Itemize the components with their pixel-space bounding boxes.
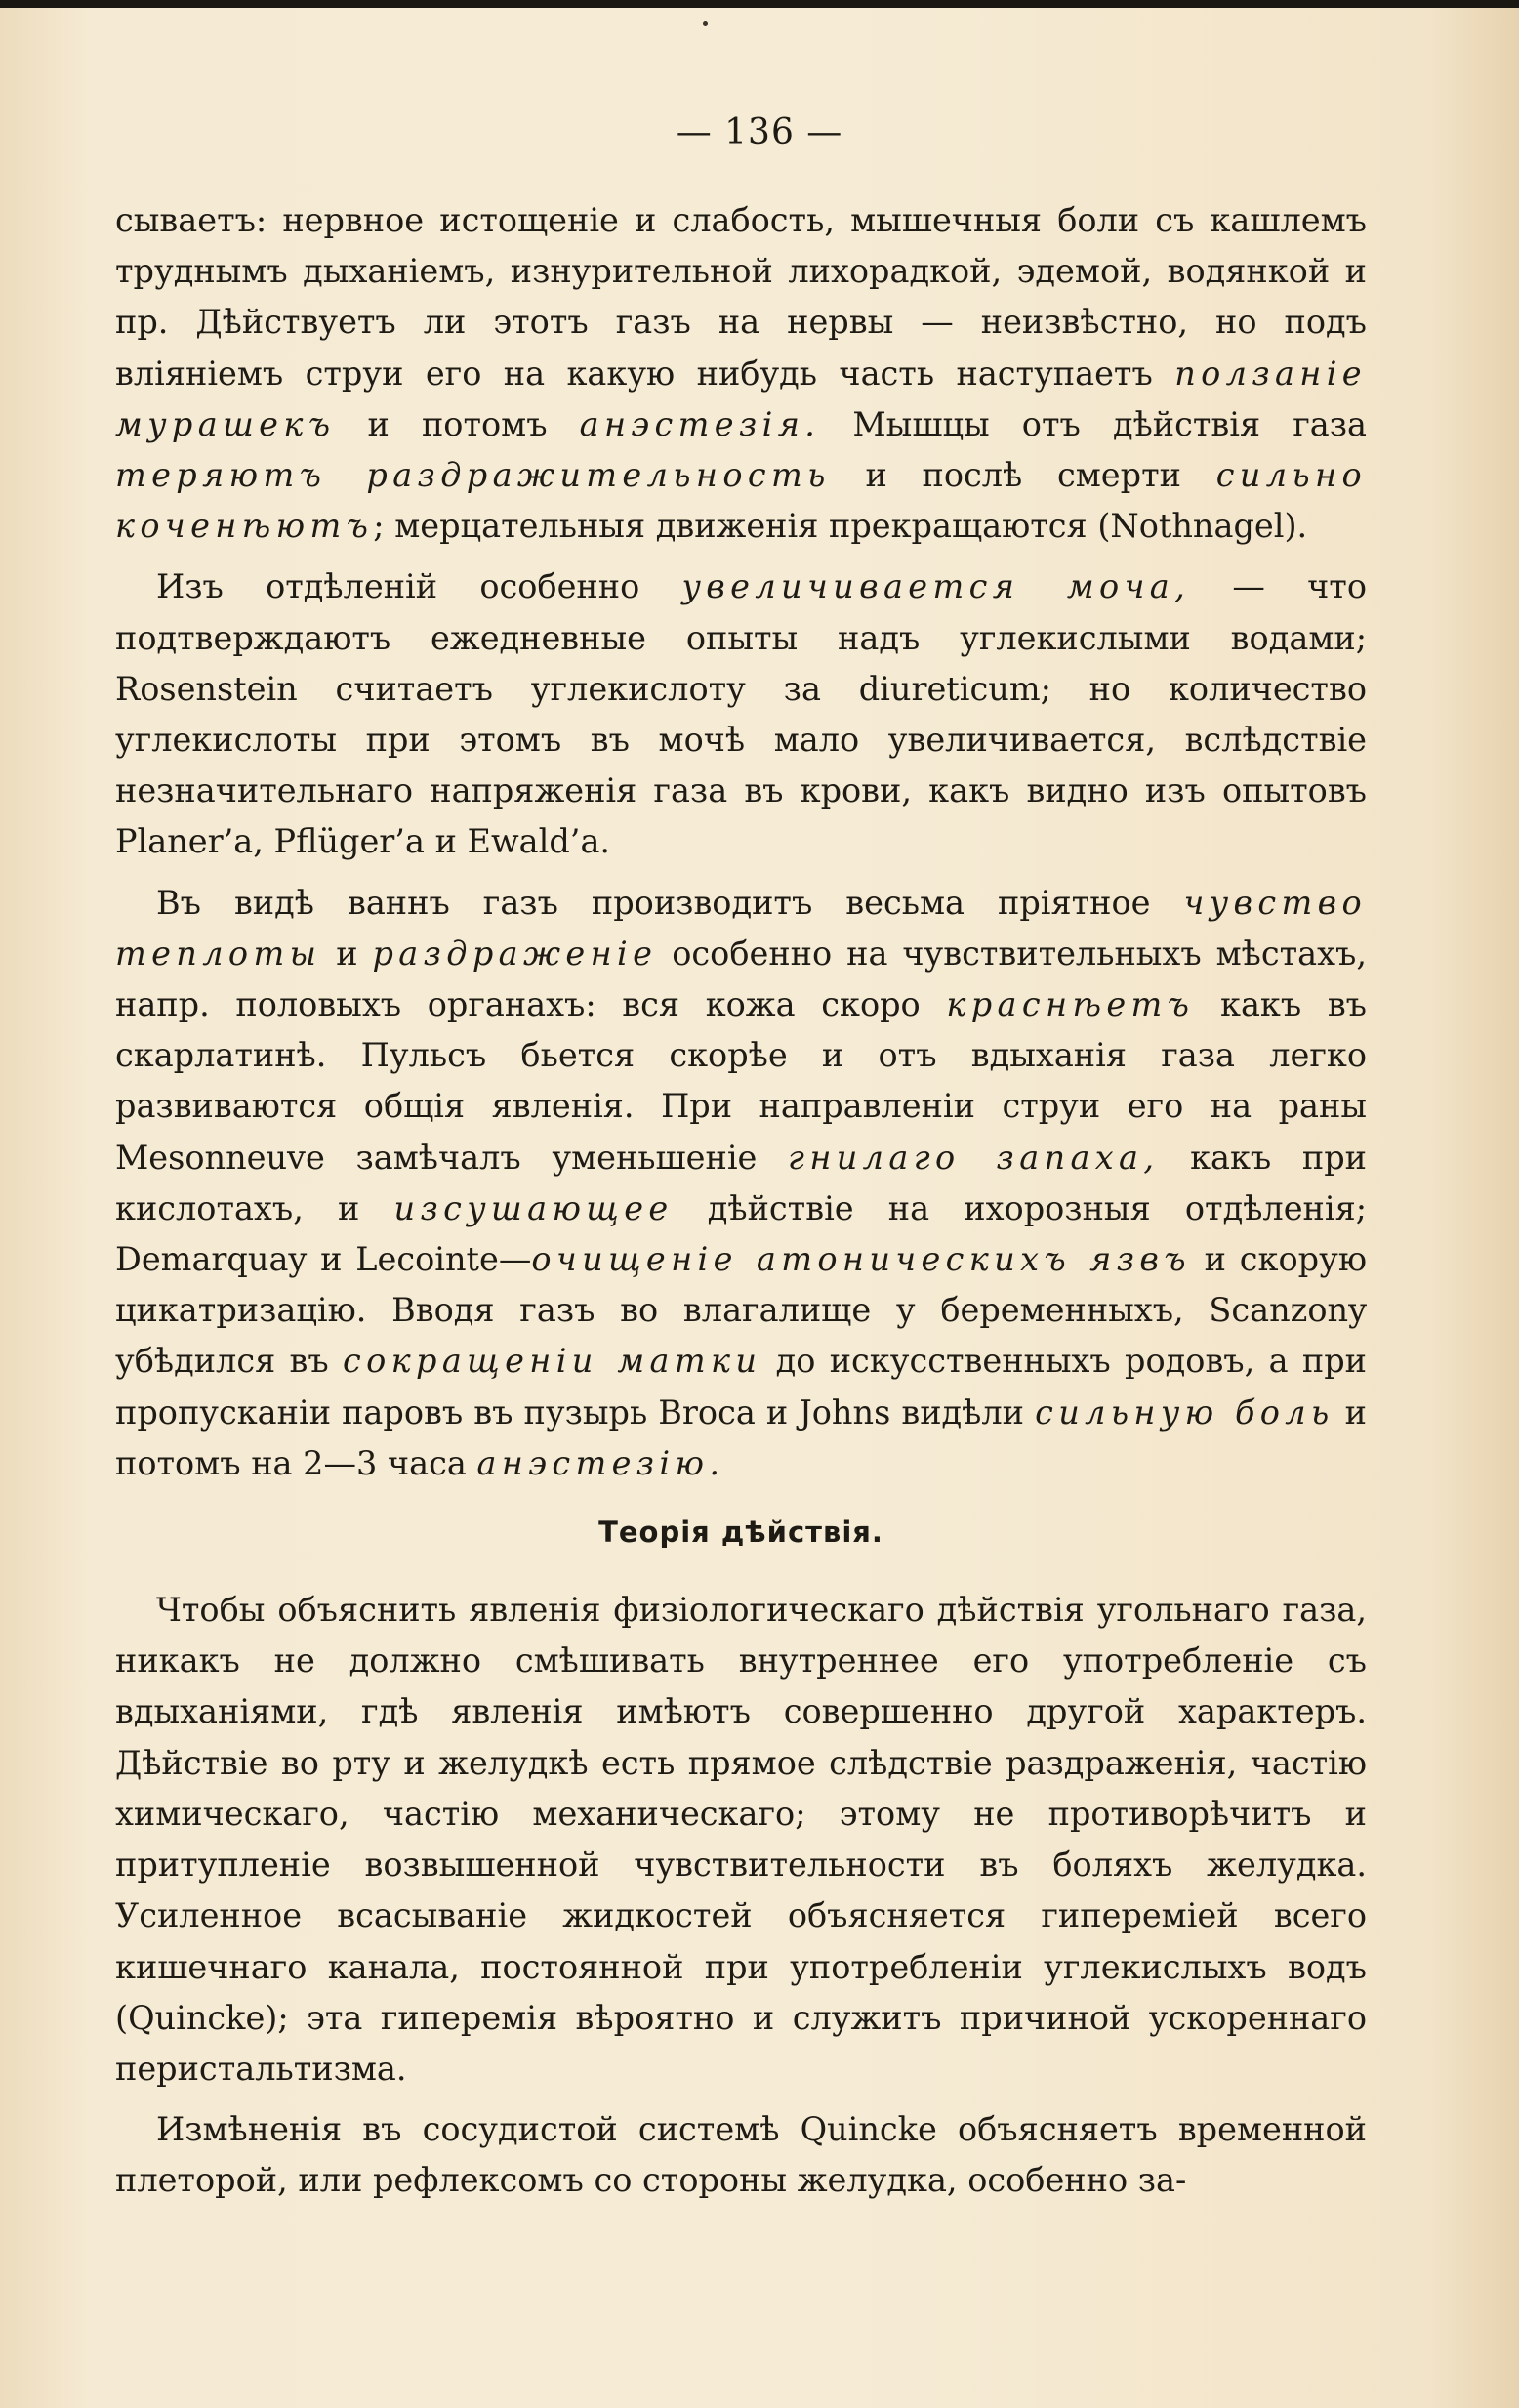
paragraph-symptoms	[115, 195, 1367, 552]
emphasis-text: краснѣетъ	[946, 985, 1195, 1024]
emphasis-text: теряютъ раздражительность	[115, 456, 831, 495]
emphasis-text: раздраженіе	[372, 934, 658, 973]
paragraph-theory: Чтобы объяснить явленія физіологическаго дѣйствія угольнаго газа, никакъ не должно смѣшивать внутреннее его употребленіе съ вдыханіями, гдѣ явленія имѣютъ совершенно другой характеръ. Дѣйствіе во рту и желудкѣ есть прямое слѣдствіе раздраженія, частію химическаго, частію механическаго; этому не противорѣчитъ и притупленіе возвышенной чувствительности въ боляхъ желудка. Усиленное всасываніе жидкостей объясняется гипереміей всего кишечнаго канала, постоянной при употребленіи углекислыхъ водъ (Quincke); эта гиперемія вѣроятно и служитъ причиной ускореннаго перистальтизма.	[115, 1591, 1367, 2088]
paragraph-baths	[115, 878, 1367, 1489]
emphasis-text: чувство теплоты	[115, 883, 1367, 973]
emphasis-text: сильно коченѣютъ	[115, 456, 1367, 546]
text-run: и послѣ смерти	[830, 456, 1216, 495]
page-top-edge	[0, 0, 1519, 8]
emphasis-text: изсушающее	[393, 1188, 674, 1227]
emphasis-text: ползаніе мурашекъ	[115, 353, 1367, 443]
section-heading: Теорія дѣйствія.	[598, 1515, 883, 1550]
emphasis-text: очищеніе атоническихъ язвъ	[531, 1240, 1191, 1279]
text-run: какъ при кислотахъ, и	[115, 1138, 1368, 1227]
text-run: ; мерцательныя движенія прекращаются (Nothnagel).	[373, 507, 1308, 546]
paragraph-vascular: Измѣненія въ сосудистой системѣ Quincke объясняетъ временной плеторой, или рефлексомъ со стороны желудка, особенно за-	[115, 2110, 1367, 2200]
text-run: и потомъ на 2—3 часа	[115, 1392, 1367, 1482]
text-run: особенно на чувствительныхъ мѣстахъ, напр. половыхъ органахъ: вся кожа скоро	[115, 934, 1367, 1024]
emphasis-text: анэстезію.	[476, 1443, 725, 1482]
text-run: и	[321, 934, 373, 973]
text-run: Въ видѣ ваннъ газъ производитъ весьма пріятное	[156, 883, 1184, 922]
print-speck	[703, 21, 708, 26]
text-run: Изъ отдѣленій особенно	[156, 567, 682, 606]
emphasis-text: сокращеніи матки	[343, 1342, 762, 1381]
text-run: сываетъ: нервное истощеніе и слабость, мышечныя боли съ кашлемъ труднымъ дыханіемъ, изнурительной лихорадкой, эдемой, водянкой и пр. Дѣйствуетъ ли этотъ газъ на нервы — неизвѣстно, но подъ вліяніемъ струи его на какую нибудь часть наступаетъ	[115, 201, 1367, 393]
text-run: — что подтверждаютъ ежедневные опыты надъ углекислыми водами; Rosenstein считаетъ углекислоту за diureticum; но количество углекислоты при этомъ въ мочѣ мало увеличивается, вслѣдствіе незначительнаго напряженія газа въ крови, какъ видно изъ опытовъ Planer’а, Pflüger’а и Ewald’а.	[115, 567, 1367, 861]
emphasis-text: гнилаго запаха,	[788, 1138, 1160, 1177]
text-run: Мышцы отъ дѣйствія газа	[820, 404, 1367, 443]
text-run: какъ въ скарлатинѣ. Пульсъ бьется скорѣе и отъ вдыханія газа легко развиваются общія явленія. При направленіи струи его на раны Mesonneuve замѣчалъ уменьшеніе	[115, 985, 1367, 1177]
text-run: и потомъ	[335, 404, 580, 443]
text-run: до искусственныхъ родовъ, а при пропусканіи паровъ въ пузырь Broca и Johns видѣли	[115, 1342, 1367, 1432]
text-run: дѣйствіе на ихорозныя отдѣленія; Demarquay и Lecointe—	[115, 1188, 1367, 1279]
emphasis-text: анэстезія.	[579, 404, 821, 443]
paragraph-secretions	[115, 561, 1367, 867]
page-body-text	[115, 195, 1367, 2217]
page-number: — 136 —	[676, 112, 843, 152]
text-run: и скорую цикатризацію. Вводя газъ во влагалище у беременныхъ, Scanzony убѣдился въ	[115, 1240, 1367, 1381]
emphasis-text: увеличивается моча,	[681, 567, 1191, 606]
emphasis-text: сильную боль	[1035, 1392, 1334, 1432]
